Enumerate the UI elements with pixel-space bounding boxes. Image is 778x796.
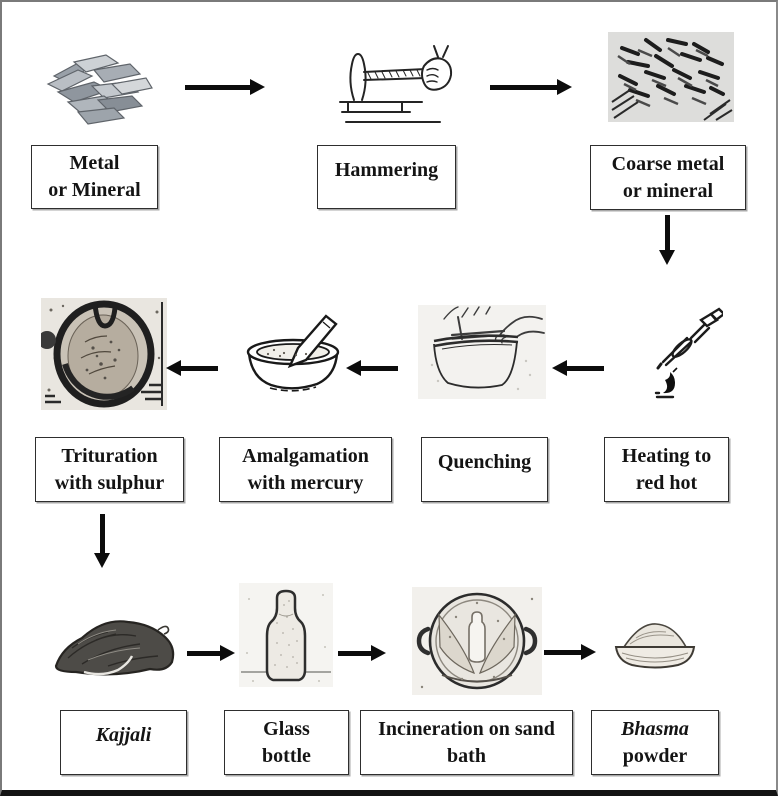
quenching-pot-icon [418, 305, 546, 399]
hammering-hand-icon [332, 42, 460, 144]
arrow-kajjali-to-bottle-icon [187, 645, 235, 661]
arrow-incineration-to-bhasma-icon [544, 644, 596, 660]
tongs-over-flame-icon [635, 298, 723, 402]
node-bhasma-powder [591, 710, 719, 775]
node-label-line: Glass [263, 717, 310, 740]
node-label-line: with sulphur [54, 471, 165, 494]
node-label-line: Hammering [334, 159, 439, 181]
grinding-stone-icon [41, 298, 167, 410]
node-incineration-on-sand-bath [360, 710, 573, 775]
node-label-line: Kajjali [95, 724, 152, 746]
arrow-quenching-to-amalgamation-icon [346, 360, 398, 376]
node-label-line: Quenching [437, 451, 532, 473]
metal-pieces-icon [34, 42, 162, 138]
arrow-amalgamation-to-trituration-icon [166, 360, 218, 376]
node-label-line: Bhasma [621, 717, 689, 740]
node-label-line: red hot [635, 471, 698, 494]
node-amalgamation-with-mercury [219, 437, 392, 502]
node-label-line: or Mineral [48, 179, 141, 201]
node-label-line: bottle [262, 744, 311, 767]
bhasma-powder-dish-icon [610, 616, 700, 670]
arrow-trituration-to-kajjali-icon [94, 514, 110, 568]
node-trituration-with-sulphur [35, 437, 184, 502]
coarse-metal-heap-icon [608, 32, 734, 122]
arrow-bottle-to-incineration-icon [338, 645, 386, 661]
node-label-line: or mineral [622, 179, 714, 202]
node-glass-bottle [224, 710, 349, 775]
sand-bath-vessel-icon [412, 587, 542, 695]
node-label-line: Incineration on sand [378, 717, 555, 740]
node-heating-to-red-hot [604, 437, 729, 502]
node-label-line: Heating to [621, 444, 712, 467]
arrow-hammering-to-coarse-icon [490, 79, 572, 95]
node-hammering [317, 145, 456, 209]
node-label-line: Coarse metal [611, 152, 725, 175]
node-label-line: Trituration [61, 444, 158, 467]
node-coarse-metal-or-mineral [590, 145, 746, 210]
node-label-line: with mercury [247, 471, 364, 494]
node-kajjali [60, 710, 187, 775]
node-label-line: bath [447, 744, 486, 767]
glass-bottle-icon [239, 583, 333, 687]
arrow-metal-to-hammering-icon [185, 79, 265, 95]
node-label-line: Amalgamation [242, 444, 369, 467]
node-metal-or-mineral [31, 145, 158, 209]
arrow-heating-to-quenching-icon [552, 360, 604, 376]
node-label-line: powder [622, 744, 688, 767]
node-label-line: Metal [69, 152, 120, 174]
kajjali-mound-icon [48, 600, 180, 684]
mortar-pestle-icon [240, 308, 346, 398]
arrow-coarse-to-heating-icon [659, 215, 675, 265]
node-quenching [421, 437, 548, 502]
